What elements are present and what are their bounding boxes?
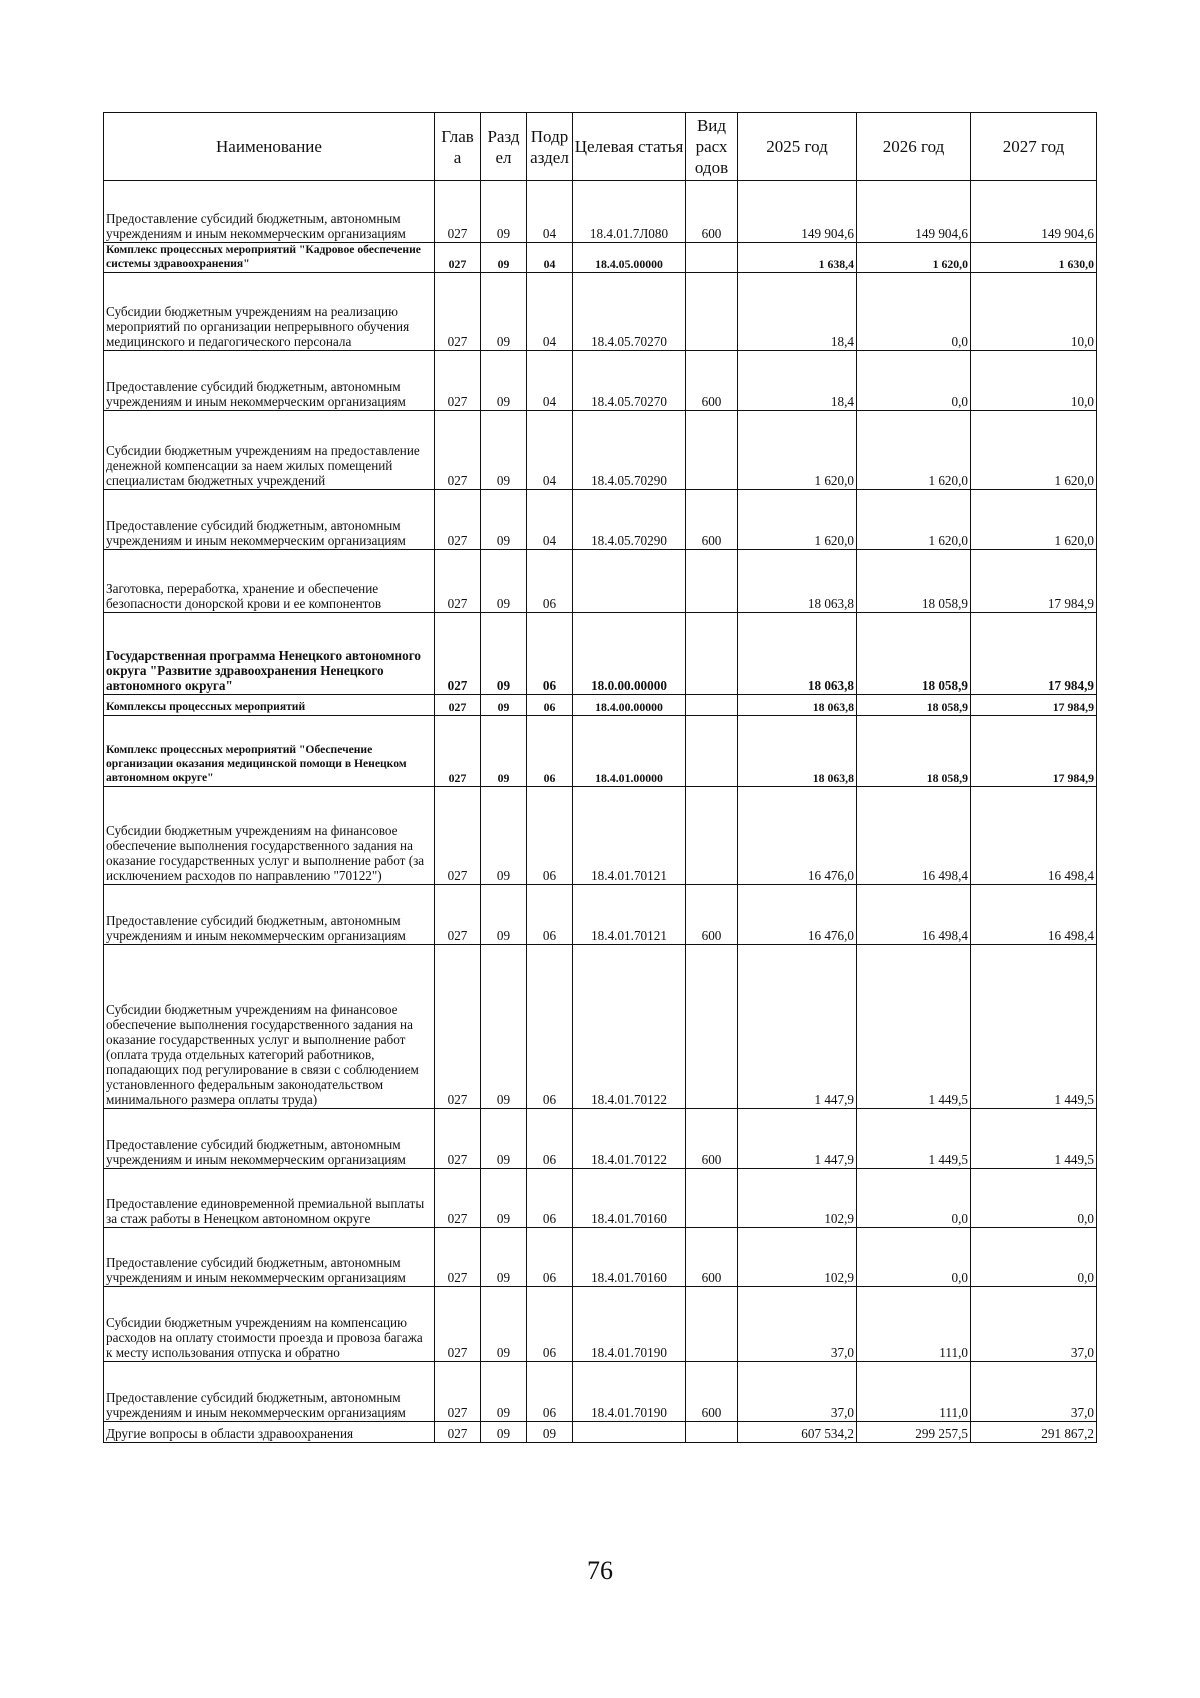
cell-2027: 37,0: [971, 1287, 1097, 1362]
cell-razdel: 09: [481, 1169, 527, 1228]
cell-2025: 18 063,8: [738, 613, 857, 695]
cell-razdel: 09: [481, 1422, 527, 1443]
cell-2027: 1 449,5: [971, 945, 1097, 1109]
header-2027: 2027 год: [971, 113, 1097, 181]
header-2026: 2026 год: [857, 113, 971, 181]
cell-celevaya-statya: 18.4.05.70270: [573, 351, 686, 411]
cell-2026: 0,0: [857, 273, 971, 351]
cell-glava: 027: [435, 490, 481, 550]
cell-celevaya-statya: 18.4.01.70190: [573, 1362, 686, 1422]
cell-glava: 027: [435, 613, 481, 695]
cell-podrazdel: 04: [527, 351, 573, 411]
table-row: [104, 885, 1097, 945]
cell-vid-rashodov: [686, 1422, 738, 1443]
table-row: [104, 613, 1097, 695]
cell-podrazdel: 09: [527, 1422, 573, 1443]
cell-2025: 1 620,0: [738, 490, 857, 550]
cell-celevaya-statya: 18.4.01.7Л080: [573, 181, 686, 243]
header-2025: 2025 год: [738, 113, 857, 181]
cell-name: Предоставление субсидий бюджетным, автономным учреждениям и иным некоммерческим организациям: [104, 490, 435, 550]
cell-vid-rashodov: 600: [686, 181, 738, 243]
cell-podrazdel: 06: [527, 716, 573, 787]
cell-glava: 027: [435, 1287, 481, 1362]
cell-podrazdel: 04: [527, 273, 573, 351]
cell-2025: 18 063,8: [738, 716, 857, 787]
table-row: [104, 490, 1097, 550]
cell-name: Субсидии бюджетным учреждениям на предоставление денежной компенсации за наем жилых помещений специалистам бюджетных учреждений: [104, 411, 435, 490]
cell-2027: 16 498,4: [971, 787, 1097, 885]
cell-podrazdel: 06: [527, 550, 573, 613]
cell-razdel: 09: [481, 351, 527, 411]
cell-vid-rashodov: [686, 787, 738, 885]
table-row: [104, 716, 1097, 787]
table-row: [104, 351, 1097, 411]
cell-podrazdel: 06: [527, 1287, 573, 1362]
cell-2027: 17 984,9: [971, 613, 1097, 695]
cell-podrazdel: 06: [527, 1169, 573, 1228]
cell-vid-rashodov: [686, 411, 738, 490]
cell-2027: 17 984,9: [971, 695, 1097, 716]
cell-razdel: 09: [481, 1287, 527, 1362]
cell-2026: 0,0: [857, 351, 971, 411]
cell-vid-rashodov: [686, 716, 738, 787]
cell-glava: 027: [435, 1109, 481, 1169]
cell-celevaya-statya: 18.4.01.70121: [573, 885, 686, 945]
cell-2027: 10,0: [971, 351, 1097, 411]
cell-celevaya-statya: 18.4.01.70160: [573, 1169, 686, 1228]
cell-celevaya-statya: 18.4.01.70121: [573, 787, 686, 885]
cell-razdel: 09: [481, 1362, 527, 1422]
cell-name: Предоставление субсидий бюджетным, автономным учреждениям и иным некоммерческим организациям: [104, 1228, 435, 1287]
cell-vid-rashodov: 600: [686, 1362, 738, 1422]
cell-razdel: 09: [481, 613, 527, 695]
cell-2026: 0,0: [857, 1228, 971, 1287]
cell-2025: 16 476,0: [738, 787, 857, 885]
cell-vid-rashodov: [686, 613, 738, 695]
cell-name: Субсидии бюджетным учреждениям на финансовое обеспечение выполнения государственного задания на оказание государственных услуг и выполнение работ (за исключением расходов по направлению "70122"): [104, 787, 435, 885]
cell-glava: 027: [435, 550, 481, 613]
cell-glava: 027: [435, 787, 481, 885]
header-razdel: Разд ел: [481, 113, 527, 181]
cell-razdel: 09: [481, 411, 527, 490]
cell-2027: 0,0: [971, 1169, 1097, 1228]
cell-2025: 37,0: [738, 1362, 857, 1422]
cell-celevaya-statya: 18.4.05.70270: [573, 273, 686, 351]
table-row: [104, 1228, 1097, 1287]
cell-2026: 0,0: [857, 1169, 971, 1228]
cell-2025: 1 447,9: [738, 1109, 857, 1169]
cell-2026: 1 620,0: [857, 411, 971, 490]
cell-razdel: 09: [481, 695, 527, 716]
cell-glava: 027: [435, 1169, 481, 1228]
cell-razdel: 09: [481, 273, 527, 351]
cell-2026: 16 498,4: [857, 787, 971, 885]
cell-name: Предоставление субсидий бюджетным, автономным учреждениям и иным некоммерческим организациям: [104, 885, 435, 945]
cell-glava: 027: [435, 243, 481, 273]
header-name: Наименование: [104, 113, 435, 181]
cell-2026: 1 620,0: [857, 490, 971, 550]
cell-2025: 16 476,0: [738, 885, 857, 945]
cell-razdel: 09: [481, 181, 527, 243]
cell-2027: 149 904,6: [971, 181, 1097, 243]
cell-razdel: 09: [481, 885, 527, 945]
cell-razdel: 09: [481, 945, 527, 1109]
cell-celevaya-statya: [573, 550, 686, 613]
cell-glava: 027: [435, 181, 481, 243]
cell-glava: 027: [435, 273, 481, 351]
cell-vid-rashodov: [686, 273, 738, 351]
cell-2026: 111,0: [857, 1287, 971, 1362]
cell-2026: 18 058,9: [857, 550, 971, 613]
table-row: [104, 1169, 1097, 1228]
table-row: [104, 787, 1097, 885]
header-celevaya-statya: Целевая статья: [573, 113, 686, 181]
table-row: [104, 1287, 1097, 1362]
cell-glava: 027: [435, 885, 481, 945]
table-row: [104, 1109, 1097, 1169]
cell-celevaya-statya: 18.0.00.00000: [573, 613, 686, 695]
table-row: [104, 273, 1097, 351]
cell-celevaya-statya: 18.4.05.70290: [573, 411, 686, 490]
cell-podrazdel: 04: [527, 243, 573, 273]
cell-2027: 16 498,4: [971, 885, 1097, 945]
cell-vid-rashodov: [686, 695, 738, 716]
header-glava: Глав а: [435, 113, 481, 181]
cell-2027: 0,0: [971, 1228, 1097, 1287]
cell-razdel: 09: [481, 1228, 527, 1287]
cell-podrazdel: 06: [527, 695, 573, 716]
cell-name: Предоставление субсидий бюджетным, автономным учреждениям и иным некоммерческим организациям: [104, 351, 435, 411]
cell-razdel: 09: [481, 243, 527, 273]
cell-2027: 17 984,9: [971, 550, 1097, 613]
cell-podrazdel: 06: [527, 945, 573, 1109]
cell-celevaya-statya: 18.4.00.00000: [573, 695, 686, 716]
cell-podrazdel: 06: [527, 885, 573, 945]
cell-podrazdel: 04: [527, 490, 573, 550]
cell-2027: 291 867,2: [971, 1422, 1097, 1443]
page-number: 76: [587, 1556, 613, 1585]
budget-table: [103, 112, 1097, 1443]
cell-2027: 1 620,0: [971, 490, 1097, 550]
cell-2027: 1 449,5: [971, 1109, 1097, 1169]
cell-glava: 027: [435, 411, 481, 490]
cell-name: Предоставление единовременной премиальной выплаты за стаж работы в Ненецком автономном округе: [104, 1169, 435, 1228]
cell-2025: 18 063,8: [738, 695, 857, 716]
cell-name: Другие вопросы в области здравоохранения: [104, 1422, 435, 1443]
cell-podrazdel: 06: [527, 613, 573, 695]
cell-name: Заготовка, переработка, хранение и обеспечение безопасности донорской крови и ее компонентов: [104, 550, 435, 613]
cell-celevaya-statya: [573, 1422, 686, 1443]
cell-podrazdel: 06: [527, 1228, 573, 1287]
cell-2025: 607 534,2: [738, 1422, 857, 1443]
header-vid-rashodov: Вид расх одов: [686, 113, 738, 181]
table-row: [104, 695, 1097, 716]
cell-podrazdel: 06: [527, 1109, 573, 1169]
cell-name: Комплекс процессных мероприятий "Обеспечение организации оказания медицинской помощи в Ненецком автономном округе": [104, 716, 435, 787]
cell-2027: 1 620,0: [971, 411, 1097, 490]
cell-2026: 18 058,9: [857, 613, 971, 695]
cell-vid-rashodov: [686, 945, 738, 1109]
cell-vid-rashodov: [686, 1169, 738, 1228]
table-row: [104, 945, 1097, 1109]
table-row: [104, 243, 1097, 273]
cell-vid-rashodov: [686, 243, 738, 273]
cell-celevaya-statya: 18.4.01.00000: [573, 716, 686, 787]
cell-2026: 299 257,5: [857, 1422, 971, 1443]
table-row: [104, 181, 1097, 243]
cell-name: Комплексы процессных мероприятий: [104, 695, 435, 716]
cell-glava: 027: [435, 695, 481, 716]
cell-celevaya-statya: 18.4.05.00000: [573, 243, 686, 273]
cell-2026: 18 058,9: [857, 716, 971, 787]
cell-2027: 37,0: [971, 1362, 1097, 1422]
cell-2025: 149 904,6: [738, 181, 857, 243]
cell-2025: 18,4: [738, 351, 857, 411]
cell-celevaya-statya: 18.4.01.70122: [573, 1109, 686, 1169]
cell-glava: 027: [435, 1362, 481, 1422]
cell-celevaya-statya: 18.4.05.70290: [573, 490, 686, 550]
cell-razdel: 09: [481, 550, 527, 613]
cell-vid-rashodov: 600: [686, 1109, 738, 1169]
cell-name: Субсидии бюджетным учреждениям на финансовое обеспечение выполнения государственного задания на оказание государственных услуг и выполнение работ (оплата труда отдельных категорий работников, попадающих под регулирование в связи с соблюдением установленного федеральным законодательством минимального размера оплаты труда): [104, 945, 435, 1109]
cell-vid-rashodov: 600: [686, 490, 738, 550]
cell-name: Предоставление субсидий бюджетным, автономным учреждениям и иным некоммерческим организациям: [104, 1109, 435, 1169]
cell-2027: 17 984,9: [971, 716, 1097, 787]
cell-name: Комплекс процессных мероприятий "Кадровое обеспечение системы здравоохранения": [104, 243, 435, 273]
cell-celevaya-statya: 18.4.01.70160: [573, 1228, 686, 1287]
table-row: [104, 1422, 1097, 1443]
cell-name: Предоставление субсидий бюджетным, автономным учреждениям и иным некоммерческим организациям: [104, 181, 435, 243]
cell-vid-rashodov: 600: [686, 1228, 738, 1287]
table-row: [104, 411, 1097, 490]
table-row: [104, 550, 1097, 613]
cell-2026: 149 904,6: [857, 181, 971, 243]
cell-2025: 1 620,0: [738, 411, 857, 490]
cell-podrazdel: 06: [527, 787, 573, 885]
cell-2026: 18 058,9: [857, 695, 971, 716]
budget-table-sheet: [103, 112, 1096, 1443]
cell-name: Субсидии бюджетным учреждениям на компенсацию расходов на оплату стоимости проезда и провоза багажа к месту использования отпуска и обратно: [104, 1287, 435, 1362]
cell-2025: 18 063,8: [738, 550, 857, 613]
cell-2026: 16 498,4: [857, 885, 971, 945]
cell-2026: 1 449,5: [857, 945, 971, 1109]
cell-2025: 37,0: [738, 1287, 857, 1362]
header-podrazdel: Подр аздел: [527, 113, 573, 181]
cell-glava: 027: [435, 1228, 481, 1287]
cell-2025: 102,9: [738, 1169, 857, 1228]
cell-2027: 1 630,0: [971, 243, 1097, 273]
cell-2026: 111,0: [857, 1362, 971, 1422]
cell-glava: 027: [435, 716, 481, 787]
cell-glava: 027: [435, 945, 481, 1109]
cell-celevaya-statya: 18.4.01.70190: [573, 1287, 686, 1362]
table-header-row: [104, 113, 1097, 181]
cell-2026: 1 620,0: [857, 243, 971, 273]
cell-2025: 102,9: [738, 1228, 857, 1287]
cell-vid-rashodov: [686, 1287, 738, 1362]
cell-podrazdel: 04: [527, 411, 573, 490]
cell-name: Предоставление субсидий бюджетным, автономным учреждениям и иным некоммерческим организациям: [104, 1362, 435, 1422]
cell-name: Государственная программа Ненецкого автономного округа "Развитие здравоохранения Ненецкого автономного округа": [104, 613, 435, 695]
cell-vid-rashodov: [686, 550, 738, 613]
cell-razdel: 09: [481, 716, 527, 787]
cell-glava: 027: [435, 351, 481, 411]
cell-glava: 027: [435, 1422, 481, 1443]
cell-2026: 1 449,5: [857, 1109, 971, 1169]
cell-name: Субсидии бюджетным учреждениям на реализацию мероприятий по организации непрерывного обучения медицинского и педагогического персонала: [104, 273, 435, 351]
cell-razdel: 09: [481, 490, 527, 550]
cell-celevaya-statya: 18.4.01.70122: [573, 945, 686, 1109]
cell-podrazdel: 06: [527, 1362, 573, 1422]
cell-vid-rashodov: 600: [686, 885, 738, 945]
cell-2027: 10,0: [971, 273, 1097, 351]
cell-podrazdel: 04: [527, 181, 573, 243]
cell-vid-rashodov: 600: [686, 351, 738, 411]
cell-razdel: 09: [481, 1109, 527, 1169]
table-row: [104, 1362, 1097, 1422]
cell-razdel: 09: [481, 787, 527, 885]
cell-2025: 18,4: [738, 273, 857, 351]
cell-2025: 1 447,9: [738, 945, 857, 1109]
cell-2025: 1 638,4: [738, 243, 857, 273]
